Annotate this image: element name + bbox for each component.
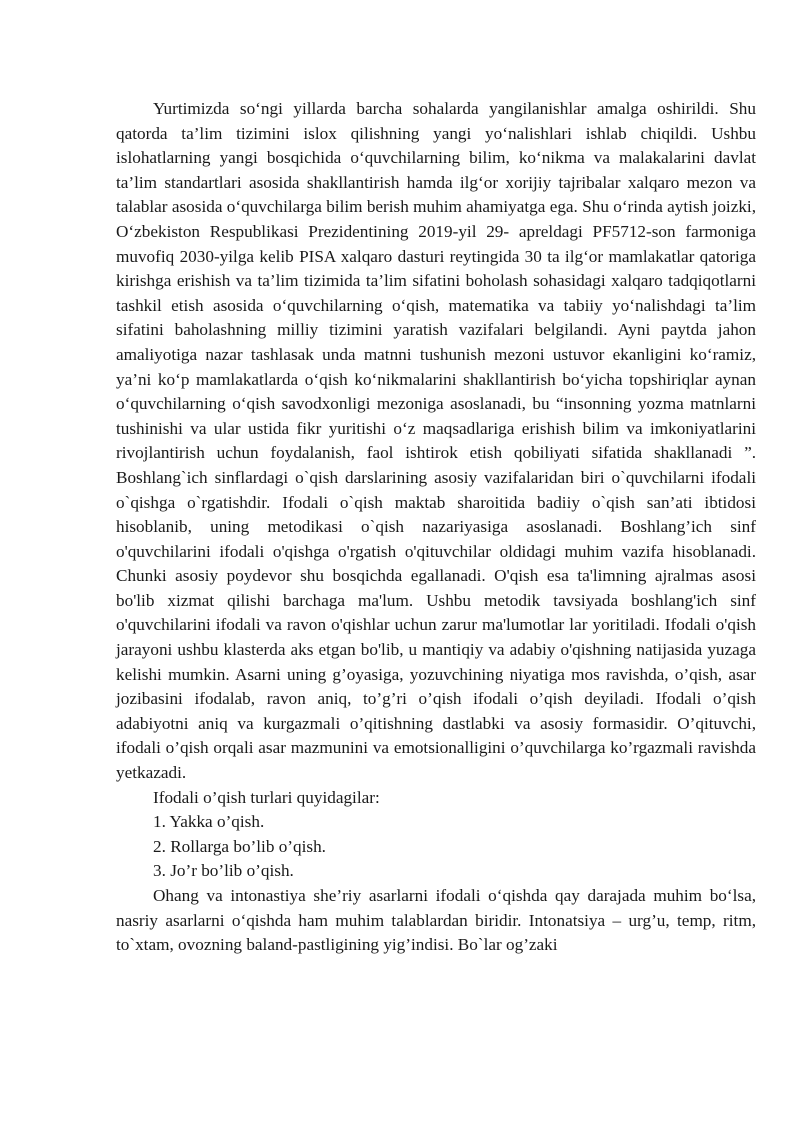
list-item: 1. Yakka o’qish. [153,812,265,832]
list-item: 2. Rollarga bo’lib o’qish. [153,836,326,856]
document-page [116,97,756,958]
list-intro: Ifodali o’qish turlari quyidagilar: [153,787,380,807]
body-paragraph-intro: Yurtimizda so‘ngi yillarda barcha sohalarda yangilanishlar amalga oshirildi. Shu qatorda ta’lim tizimini islox qilishning yangi yo‘nalishlari ishlab chiqildi. Ushbu islohatlarning yangi bosqichida o‘quvchilarning bilim, ko‘nikma va malakalarini davlat ta’lim standartlari asosida shakllantirish hamda ilg‘or xorijiy tajribalar xalqaro mezon va talablar asosida o‘quvchilarga bilim berish muhim ahamiyatga ega. Shu o‘rinda aytish joizki, O‘zbekiston Respublikasi Prezidentining 2019-yil 29- apreldagi PF5712-son farmoniga muvofiq 2030-yilga kelib PISA xalqaro dasturi reytingida 30 ta ilg‘or mamlakatlar qatoriga kirishga erishish va ta’lim tizimida ta’lim sifatini boholash sohasidagi xalqaro tadqiqotlarni tashkil etish asosida o‘quvchilarning o‘qish, matematika va tabiiy yo‘nalishdagi ta’lim sifatini baholashning milliy tizimini yaratish vazifalari belgilandi. Ayni paytda jahon amaliyotiga nazar tashlasak unda matnni tushunish mezoni ustuvor ekanligini ko‘ramiz, ya’ni ko‘p mamlakatlarda o‘qish ko‘nikmalarini shakllantirish bo‘yicha topshiriqlar aynan o‘quvchilarning o‘qish savodxonligi mezoniga asoslanadi, bu “insonning yozma matnlarni tushinishi va ular ustida fikr yuritishi o‘z maqsadlariga erishish bilim va imkoniyatlarini rivojlantirish uchun foydalanish, faol ishtirok etish qobiliyati sifatida shakllanadi ”. Boshlang`ich sinflardagi o`qish darslarining asosiy vazifalaridan biri o`quvchilarni ifodali o`qishga o`rgatishdir. Ifodali o`qish maktab sharoitida badiiy o`qish san’ati ibtidosi hisoblanib, uning metodikasi o`qish nazariyasiga asoslanadi. Boshlang’ich sinf o'quvchilarini ifodali o'qishga o'rgatish o'qituvchilar oldidagi muhim vazifa hisoblanadi. Chunki asosiy poydevor shu bosqichda egallanadi. O'qish esa ta'limning ajralmas asosi bo'lib xizmat qilishi barchaga ma'lum. Ushbu metodik tavsiyada boshlang'ich sinf o'quvchilarini ifodali va ravon o'qishlar uchun zarur ma'lumotlar lar yoritiladi. Ifodali o'qish jarayoni ushbu klasterda aks etgan bo'lib, u mantiqiy va adabiy o'qishning natijasida yuzaga kelishi mumkin. Asarni uning g’oyasiga, yozuvchining niyatiga mos ravishda, o’qish, asar jozibasini ifodalab, ravon aniq, to’g’ri o’qish ifodali o’qish deyiladi. Ifodali o’qish adabiyotni aniq va kurgazmali o’qitishning dastlabki va asosiy formasidir. O’qituvchi, ifodali o’qish orqali asar mazmunini va emotsionalligini o’quvchilarga ko’rgazmali ravishda yetkazadi. [116,99,756,783]
list-item: 3. Jo’r bo’lib o’qish. [153,861,294,881]
reading-types-list [116,810,756,884]
body-paragraph-intonation: Ohang va intonastiya she’riy asarlarni ifodali o‘qishda qay darajada muhim bo‘lsa, nasriy asarlarni o‘qishda ham muhim talablardan biridir. Intonatsiya – urg’u, temp, ritm, to`xtam, ovozning baland-pastligining yig’indisi. Bo`lar og’zaki [116,886,756,955]
